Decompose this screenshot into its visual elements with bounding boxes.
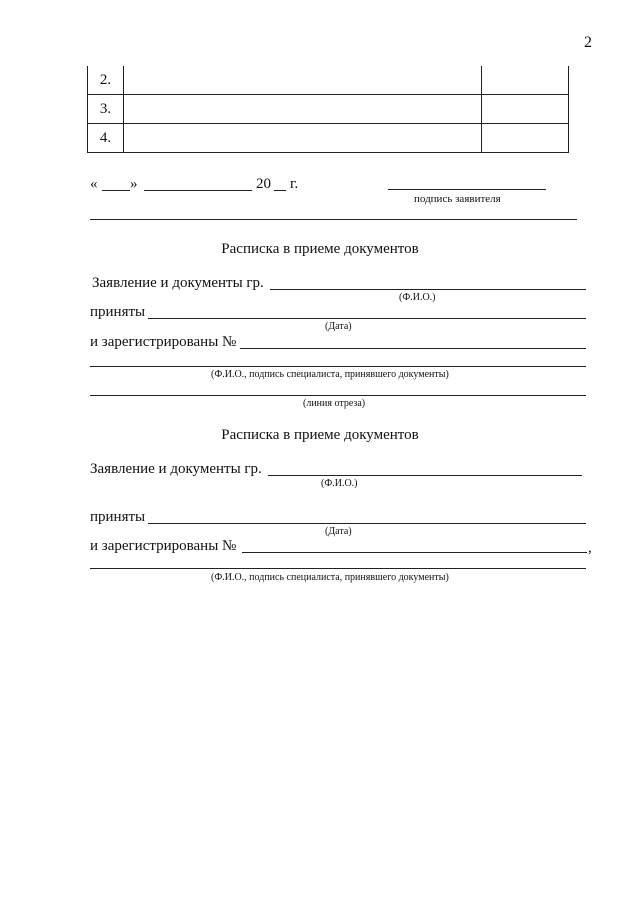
row-number: 4. [88, 124, 124, 153]
year-blank-line [274, 190, 286, 191]
receipt2-date-caption: (Дата) [325, 526, 352, 537]
receipt1-title: Расписка в приеме документов [221, 241, 419, 257]
table-row [88, 95, 569, 124]
receipt1-registered-label: и зарегистрированы № [90, 334, 237, 350]
applicant-signature-caption: подпись заявителя [414, 193, 501, 205]
row-number: 2. [88, 66, 124, 95]
separator-line [90, 219, 577, 220]
receipt2-registered-label: и зарегистрированы № [90, 538, 237, 554]
receipt1-accepted-label: приняты [90, 304, 146, 320]
table-cell [123, 124, 481, 153]
receipt2-specialist-line [90, 568, 586, 569]
receipt1-fio-caption: (Ф.И.О.) [399, 292, 436, 303]
receipt2-registration-line [242, 552, 587, 553]
receipt1-specialist-caption: (Ф.И.О., подпись специалиста, принявшего документы) [211, 369, 449, 380]
month-blank-line [144, 190, 252, 191]
cut-line-caption: (линия отреза) [303, 398, 366, 409]
open-quote: « [90, 176, 98, 192]
close-quote: » [130, 176, 138, 192]
year-suffix: г. [290, 176, 299, 192]
receipt1-registration-line [240, 348, 586, 349]
table-cell [123, 95, 481, 124]
table-row [88, 124, 569, 153]
receipt2-title: Расписка в приеме документов [221, 427, 419, 443]
page-number: 2 [584, 34, 592, 51]
receipt1-statement-label: Заявление и документы гр. [92, 275, 264, 291]
year-prefix: 20 [256, 176, 271, 192]
receipt2-specialist-caption: (Ф.И.О., подпись специалиста, принявшего документы) [211, 572, 449, 583]
receipt2-fio-caption: (Ф.И.О.) [321, 478, 358, 489]
receipt2-date-line [148, 523, 586, 524]
receipt2-statement-label: Заявление и документы гр. [90, 461, 262, 477]
receipt2-fio-line [268, 475, 582, 476]
row-number: 3. [88, 95, 124, 124]
day-blank-line [102, 190, 130, 191]
table-row [88, 66, 569, 95]
table-cell [482, 66, 569, 95]
documents-table [87, 66, 569, 153]
table-cell [482, 124, 569, 153]
receipt1-fio-line [270, 289, 586, 290]
receipt2-trailing-comma: , [588, 540, 592, 556]
table-cell [123, 66, 481, 95]
cut-line [90, 395, 586, 396]
receipt2-accepted-label: приняты [90, 509, 146, 525]
receipt1-specialist-line [90, 366, 586, 367]
receipt1-date-line [148, 318, 586, 319]
table-cell [482, 95, 569, 124]
applicant-signature-line [388, 189, 546, 190]
receipt1-date-caption: (Дата) [325, 321, 352, 332]
